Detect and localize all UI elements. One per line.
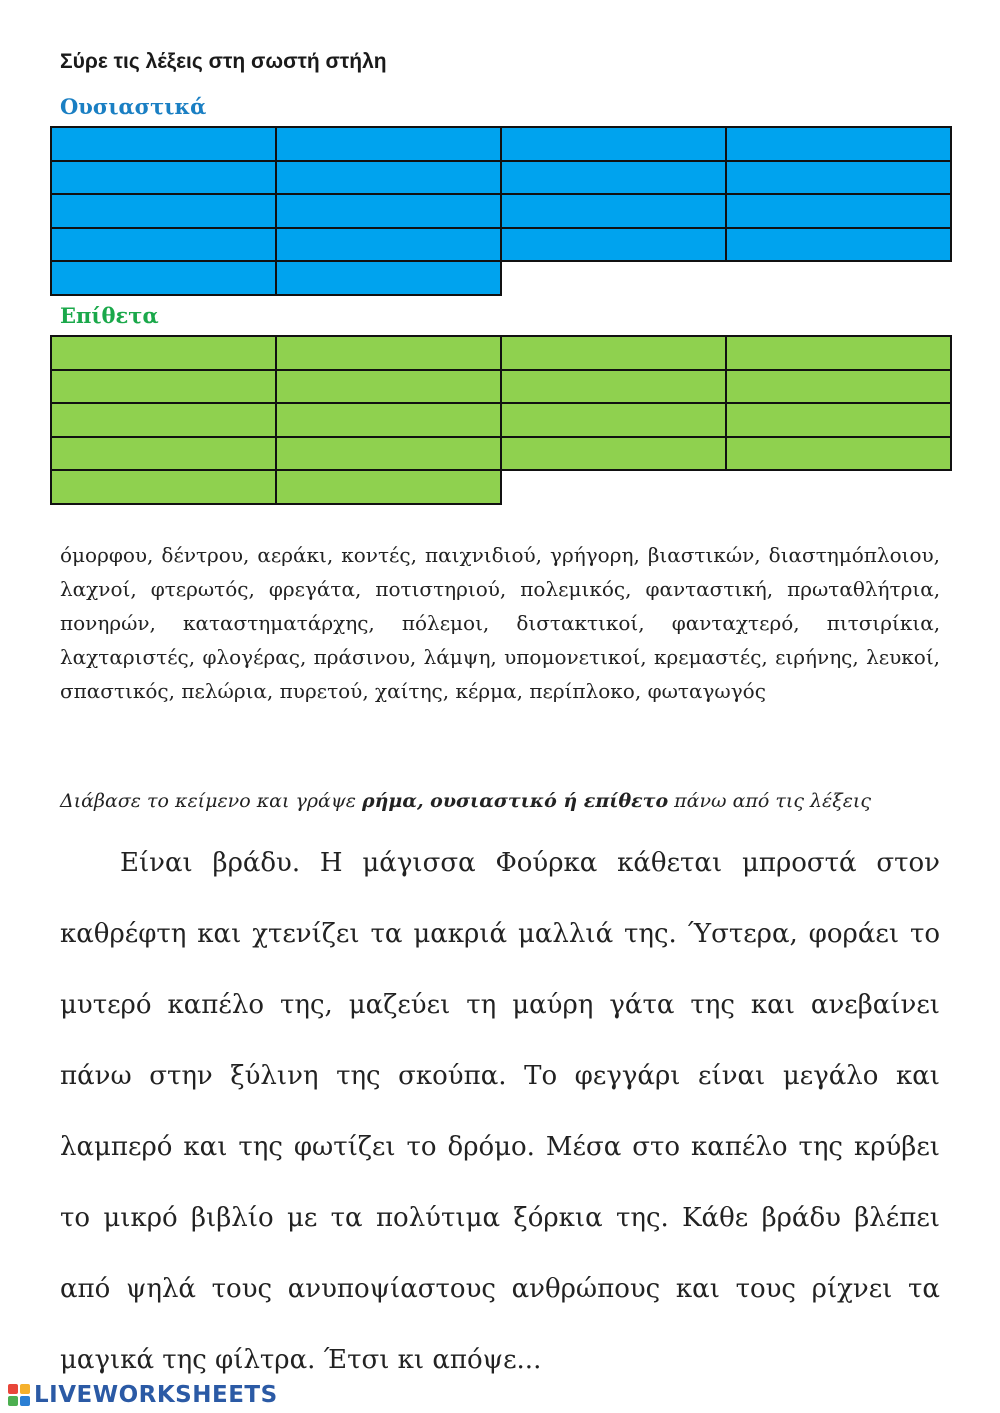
footer-logo[interactable] [8, 1382, 278, 1408]
logo-square-red [8, 1384, 18, 1394]
draggable-word[interactable]: βιαστικών, [647, 543, 761, 567]
adjective-drop-cell[interactable] [725, 335, 952, 371]
draggable-word[interactable]: όμορφου, [60, 543, 154, 567]
draggable-word[interactable]: ειρήνης, [775, 645, 859, 669]
adjective-drop-cell[interactable] [275, 402, 502, 438]
draggable-word[interactable]: πιτσιρίκια, [826, 611, 941, 635]
reading-instruction-text: Διάβασε το κείμενο και γράψε [60, 790, 362, 812]
adjective-drop-cell[interactable] [500, 369, 727, 405]
adjective-drop-cell[interactable] [725, 369, 952, 405]
logo-text: LIVEWORKSHEETS [34, 1382, 278, 1408]
draggable-word[interactable]: κέρμα, [455, 679, 523, 703]
noun-drop-cell[interactable] [500, 227, 727, 263]
noun-drop-cell[interactable] [725, 160, 952, 196]
draggable-word[interactable]: αεράκι, [257, 543, 334, 567]
noun-drop-cell[interactable] [50, 227, 277, 263]
draggable-word[interactable]: λαχταριστές, [60, 645, 196, 669]
liveworksheets-logo-icon [8, 1384, 30, 1406]
adjectives-section-title: Επίθετα [60, 303, 159, 328]
draggable-word[interactable]: λαχνοί, [60, 577, 137, 601]
logo-square-blue [20, 1396, 30, 1406]
draggable-word[interactable]: διστακτικοί, [516, 611, 645, 635]
draggable-word[interactable]: κοντές, [341, 543, 417, 567]
adjective-drop-cell[interactable] [50, 469, 277, 505]
adjective-drop-cell[interactable] [275, 335, 502, 371]
nouns-drop-grid [50, 126, 950, 294]
nouns-section-title: Ουσιαστικά [60, 94, 207, 119]
draggable-word[interactable]: φανταστική, [645, 577, 774, 601]
draggable-word[interactable]: φτερωτός, [150, 577, 255, 601]
noun-drop-cell[interactable] [725, 126, 952, 162]
adjectives-drop-grid [50, 335, 950, 503]
draggable-word[interactable]: φρεγάτα, [268, 577, 362, 601]
logo-square-green [8, 1396, 18, 1406]
adjective-drop-cell[interactable] [275, 369, 502, 405]
draggable-word[interactable]: λάμψη, [423, 645, 497, 669]
noun-drop-cell[interactable] [275, 193, 502, 229]
noun-drop-cell[interactable] [275, 227, 502, 263]
draggable-word[interactable]: περίπλοκο, [529, 679, 642, 703]
draggable-word[interactable]: πρωταθλήτρια, [787, 577, 941, 601]
draggable-word[interactable]: κρεμαστές, [654, 645, 768, 669]
logo-square-yellow [20, 1384, 30, 1394]
adjective-drop-cell[interactable] [725, 436, 952, 472]
draggable-word[interactable]: φλογέρας, [202, 645, 307, 669]
draggable-word[interactable]: γρήγορη, [550, 543, 640, 567]
draggable-word[interactable]: υπομονετικοί, [504, 645, 647, 669]
instruction-title: Σύρε τις λέξεις στη σωστή στήλη [60, 50, 387, 73]
reading-instruction [60, 790, 940, 812]
draggable-word[interactable]: δέντρου, [161, 543, 250, 567]
reading-instruction-bold: ρήμα, ουσιαστικό ή επίθετο [361, 790, 669, 812]
story-paragraph: Είναι βράδυ. Η μάγισσα Φούρκα κάθεται μπροστά στον καθρέφτη και χτενίζει τα μακριά μαλλιά της. Ύστερα, φοράει το μυτερό καπέλο της, μαζεύει τη μαύρη γάτα της και ανεβαίνει πάνω στην ξύλινη της σκούπα. Το φεγγάρι είναι μεγάλο και λαμπερό και της φωτίζει το δρόμο. Μέσα στο καπέλο της κρύβει το μικρό βιβλίο με τα πολύτιμα ξόρκια της. Κάθε βράδυ βλέπει από ψηλά τους ανυποψίαστους ανθρώπους και τους ρίχνει τα μαγικά της φίλτρα. Έτσι κι απόψε... [60, 848, 940, 1375]
draggable-word[interactable]: χαίτης, [375, 679, 450, 703]
noun-drop-cell[interactable] [50, 193, 277, 229]
noun-drop-cell[interactable] [275, 260, 502, 296]
noun-drop-cell[interactable] [50, 260, 277, 296]
draggable-word[interactable]: διαστημόπλοιου, [768, 543, 941, 567]
adjective-drop-cell[interactable] [50, 402, 277, 438]
draggable-word[interactable]: φωταγωγός [647, 679, 766, 703]
draggable-word[interactable]: πελώρια, [181, 679, 274, 703]
adjective-drop-cell[interactable] [500, 335, 727, 371]
noun-drop-cell[interactable] [725, 193, 952, 229]
draggable-word[interactable]: καταστηματάρχης, [182, 611, 375, 635]
noun-drop-cell[interactable] [500, 160, 727, 196]
noun-drop-cell[interactable] [50, 160, 277, 196]
noun-drop-cell[interactable] [500, 193, 727, 229]
draggable-word[interactable]: ποτιστηριού, [375, 577, 507, 601]
noun-drop-cell[interactable] [275, 126, 502, 162]
adjective-drop-cell[interactable] [500, 402, 727, 438]
draggable-word[interactable]: παιχνιδιού, [424, 543, 543, 567]
adjective-drop-cell[interactable] [500, 436, 727, 472]
noun-drop-cell[interactable] [725, 227, 952, 263]
adjective-drop-cell[interactable] [50, 335, 277, 371]
noun-drop-cell[interactable] [500, 126, 727, 162]
adjective-drop-cell[interactable] [275, 436, 502, 472]
adjective-drop-cell[interactable] [725, 402, 952, 438]
draggable-word[interactable]: πόλεμοι, [401, 611, 490, 635]
draggable-word[interactable]: πράσινου, [313, 645, 417, 669]
noun-drop-cell[interactable] [50, 126, 277, 162]
draggable-word[interactable]: φανταχτερό, [671, 611, 800, 635]
word-bank [60, 538, 940, 708]
adjective-drop-cell[interactable] [275, 469, 502, 505]
adjective-drop-cell[interactable] [50, 369, 277, 405]
draggable-word[interactable]: σπαστικός, [60, 679, 175, 703]
draggable-word[interactable]: πονηρών, [60, 611, 156, 635]
adjective-drop-cell[interactable] [50, 436, 277, 472]
reading-instruction-text-end: πάνω από τις λέξεις [668, 790, 872, 812]
draggable-word[interactable]: λευκοί, [866, 645, 941, 669]
draggable-word[interactable]: πολεμικός, [520, 577, 632, 601]
draggable-word[interactable]: πυρετού, [279, 679, 369, 703]
noun-drop-cell[interactable] [275, 160, 502, 196]
